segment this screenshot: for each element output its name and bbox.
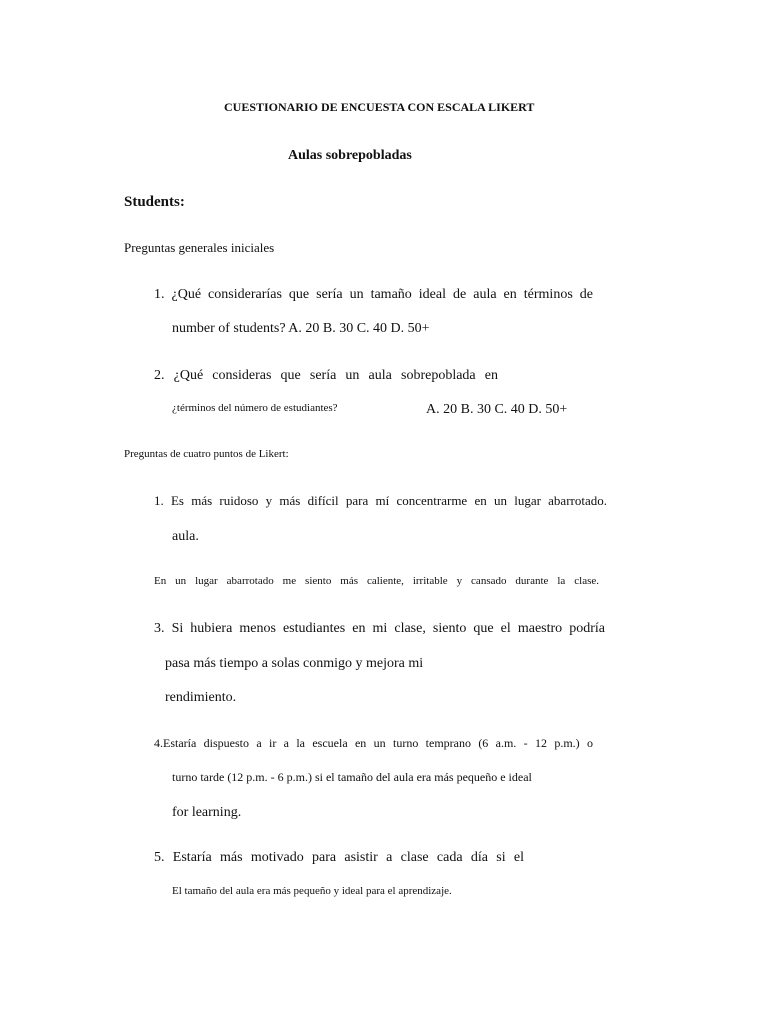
likert-item-4-line-2: turno tarde (12 p.m. - 6 p.m.) si el tamaño del aula era más pequeño e ideal xyxy=(172,770,532,784)
document-title: CUESTIONARIO DE ENCUESTA CON ESCALA LIKERT xyxy=(224,100,535,114)
likert-item-3-line-1: 3. Si hubiera menos estudiantes en mi clase, siento que el maestro podría xyxy=(154,621,605,636)
likert-section-heading: Preguntas de cuatro puntos de Likert: xyxy=(124,448,289,460)
likert-item-1-line-1: 1. Es más ruidoso y más difícil para mí concentrarme en un lugar abarrotado. xyxy=(154,493,607,508)
likert-item-2-line-1: En un lugar abarrotado me siento más caliente, irritable y cansado durante la clase. xyxy=(154,575,599,587)
likert-item-4-line-1: 4.Estaría dispuesto a ir a la escuela en un turno temprano (6 a.m. - 12 p.m.) o xyxy=(154,736,593,750)
likert-item-5-line-1: 5. Estaría más motivado para asistir a clase cada día si el xyxy=(154,850,524,865)
general-section-heading: Preguntas generales iniciales xyxy=(124,240,275,255)
general-question-1-line-2: number of students? A. 20 B. 30 C. 40 D. 50+ xyxy=(172,321,430,336)
general-question-2-options: A. 20 B. 30 C. 40 D. 50+ xyxy=(426,402,568,417)
likert-item-3-line-3: rendimiento. xyxy=(165,690,237,705)
likert-item-1-line-2: aula. xyxy=(172,529,199,544)
general-question-2-line-2: ¿términos del número de estudiantes? xyxy=(172,402,338,414)
likert-item-4-line-3: for learning. xyxy=(172,805,242,820)
general-question-1-line-1: 1. ¿Qué considerarías que sería un tamaño ideal de aula en términos de xyxy=(154,287,593,302)
document-subtitle: Aulas sobrepobladas xyxy=(288,148,412,163)
general-question-2-line-1: 2. ¿Qué consideras que sería un aula sobrepoblada en xyxy=(154,368,498,383)
likert-item-3-line-2: pasa más tiempo a solas conmigo y mejora mi xyxy=(165,656,424,671)
likert-item-5-line-2: El tamaño del aula era más pequeño y ideal para el aprendizaje. xyxy=(172,885,452,897)
audience-heading: Students: xyxy=(124,194,185,210)
